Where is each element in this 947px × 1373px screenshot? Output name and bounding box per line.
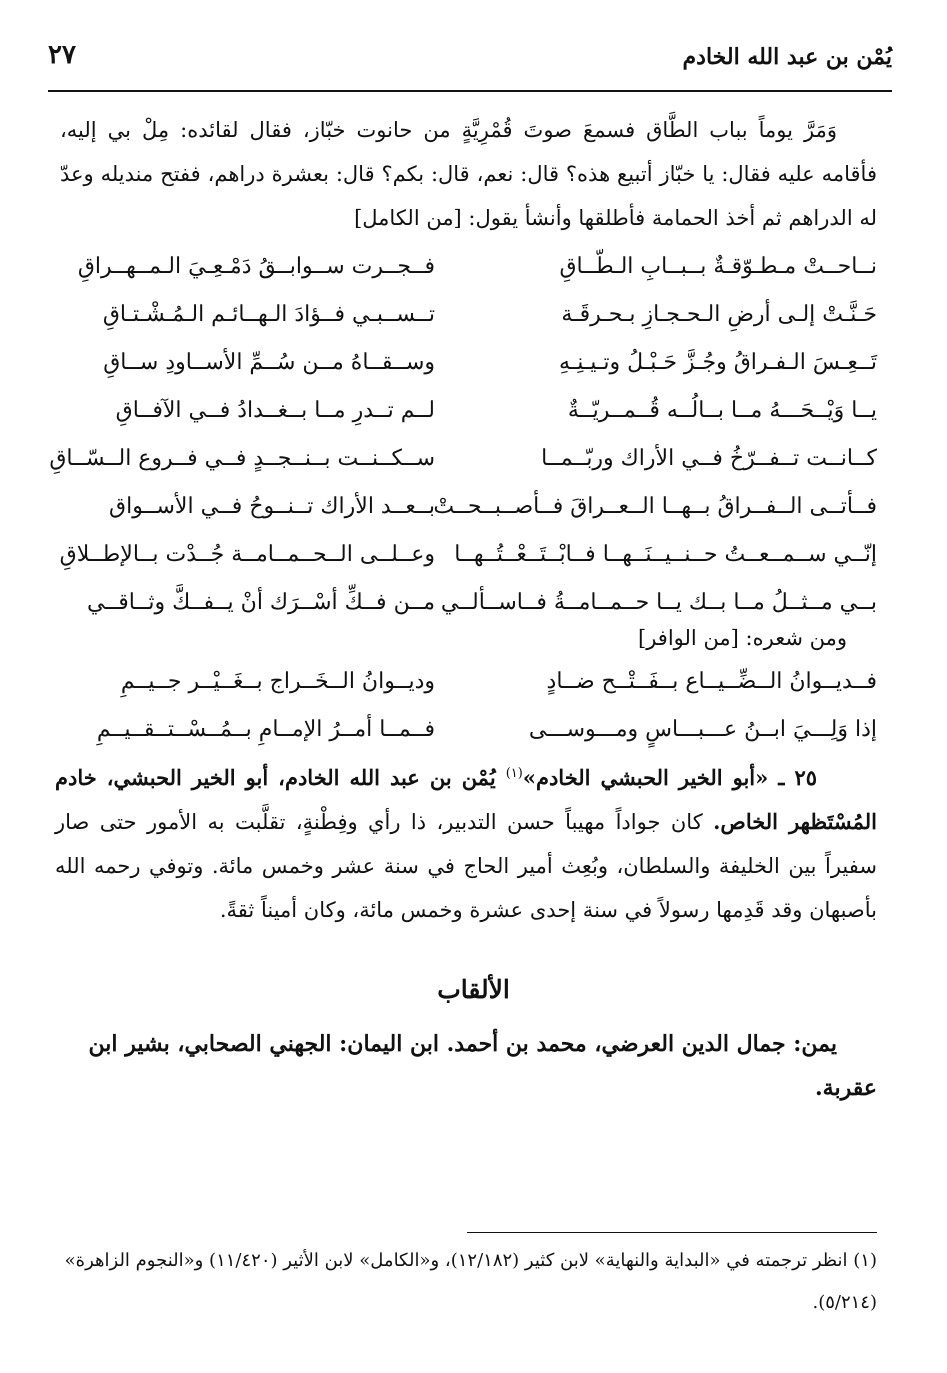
running-title: يُمْن بن عبد الله الخادم bbox=[682, 44, 892, 70]
verse-second-hemistich: بــعــد الأراك تــنــوحُ فــي الأســواق bbox=[109, 494, 435, 519]
verse-first-hemistich: فــأتــى الــفــراقُ بــهــا الــعــراقَ فــأصــبــحــتْ bbox=[433, 494, 877, 519]
verse-second-hemistich: مــن فــكِّ أسْــرَك أنْ يــفــكَّ وثــاقــي bbox=[87, 590, 435, 615]
alqab-paragraph: يمن: جمال الدين العرضي، محمد بن أحمد. ابن اليمان: الجهني الصحابي، بشير ابن عقربة. bbox=[88, 1031, 877, 1101]
verse-second-hemistich: ســكــنــت بــنــجــدٍ فــي فــروع الــسّــاقِ bbox=[49, 446, 435, 471]
poem-wafir bbox=[55, 660, 877, 756]
verse-first-hemistich: يــا وَيْــحَـــهُ مــا بــالُــه قُــمــريّــةٌ bbox=[567, 398, 877, 423]
entry-text: كان جواداً مهيباً حسن التدبير، ذا رأي وفِطْنةٍ، تقلَّبت به الأمور حتى صار سفيراً بين الخليفة والسلطان، وبُعِث أمير الحاج في سنة عشر وخمس مائة. وتوفي رحمه الله بأصبهان وقد قَدِمها رسولاً في سنة إحدى عشرة وخمس مائة، وكان أميناً ثقةً. bbox=[55, 810, 877, 922]
entry-title: ٢٥ ـ «أبو الخير الحبشي الخادم» bbox=[522, 765, 817, 790]
verse-second-hemistich: وســقــاهُ مــن سُــمِّ الأســاودِ ســاقِ bbox=[103, 350, 435, 375]
verse-first-hemistich: حَـنَّـتْ إلـى أرضِ الـحـجـازِ بـحـرقَـة bbox=[561, 302, 877, 327]
verse-second-hemistich: وديــوانُ الــخَــراج بــغَــيْــر جــيــمِ bbox=[120, 669, 435, 694]
verse-first-hemistich: إذا وَلِـــيَ ابــنُ عـــبـــاسٍ ومـــوســـى bbox=[528, 717, 877, 742]
verse-second-hemistich: وعــلــى الــحــمــامــة جُــدْت بــالإطــلاقِ bbox=[59, 542, 435, 567]
verse-first-hemistich: كــانــت تــفــرّخُ فــي الأراك وربّــمــا bbox=[541, 446, 877, 471]
footnote-rule bbox=[467, 1232, 877, 1233]
verse-row bbox=[55, 341, 877, 389]
verse-row bbox=[55, 660, 877, 708]
intro-paragraph: وَمَرَّ يوماً بباب الطَّاق فسمعَ صوتَ قُمْرِيَّةٍ من حانوت خبّاز، فقال لقائده: مِلْ بي إليه، فأقامه عليه فقال: يا خبّاز أتبيع هذه؟ قال: نعم، قال: بكم؟ قال: بعشرة دراهم، ففتح منديله وعدّ له الدراهم ثم أخذ الحمامة فأطلقها وأنشأ يقول: [من الكامل] bbox=[60, 118, 877, 230]
verse-row bbox=[55, 293, 877, 341]
verse-second-hemistich: لــم تــدرِ مــا بــغــدادُ فــي الآفــاقِ bbox=[115, 398, 435, 423]
verse-first-hemistich: بــي مــثــلُ مــا بــك يــا حــمــامــةُ فــاســألــي bbox=[440, 590, 877, 615]
verse-second-hemistich: تــســبـي فــؤادَ الـهــائـم الـمُـشْـتـاقِ bbox=[102, 302, 435, 327]
footnote-marker: (١) bbox=[505, 766, 523, 781]
biography-entry bbox=[55, 752, 877, 932]
verse-second-hemistich: فــجــرت ســوابــقُ دَمْـعِـيَ الـمــهــراقِ bbox=[77, 254, 435, 279]
verse-row bbox=[55, 485, 877, 533]
verse-row bbox=[55, 245, 877, 293]
verse-first-hemistich: فــديــوانُ الــضِّــيــاع بــفَــتْــح ضــادٍ bbox=[546, 669, 877, 694]
verse-row bbox=[55, 533, 877, 581]
verse-row bbox=[55, 708, 877, 756]
poem-intro: ومن شعره: [من الوافر] bbox=[638, 626, 847, 650]
page-number: ٢٧ bbox=[48, 40, 76, 70]
poem-kamil bbox=[49, 245, 877, 629]
page-header bbox=[48, 38, 892, 86]
section-heading: الألقاب bbox=[437, 975, 510, 1004]
verse-row bbox=[55, 389, 877, 437]
entry-name: يُمْن بن عبد الله الخادم، أبو الخير الحبشي، خادم المُسْتَظهر الخاص. bbox=[55, 765, 878, 834]
footnote: (١) انظر ترجمته في «البداية والنهاية» لابن كثير (١٢/١٨٢)، و«الكامل» لابن الأثير (١١/٤٢٠) و«النجوم الزاهرة» (٥/٢١٤). bbox=[64, 1250, 877, 1313]
header-rule bbox=[48, 90, 892, 92]
verse-row bbox=[49, 437, 877, 485]
verse-first-hemistich: نــاحــتْ مـطـوّقـةٌ بــبــابِ الـطّــاقِ bbox=[559, 254, 877, 279]
verse-first-hemistich: إنّــي ســمــعــتُ حــنــيــنَــهــا فــابْــتَــعْــتُــهــا bbox=[454, 542, 877, 567]
verse-second-hemistich: فــمــا أمــرُ الإمــامِ بــمُــسْــتــقــيــمِ bbox=[96, 717, 435, 742]
verse-first-hemistich: تَــعِـسَ الـفـراقُ وجُـزَّ حَـبْـلُ وتـيـنِـهِ bbox=[558, 350, 877, 375]
